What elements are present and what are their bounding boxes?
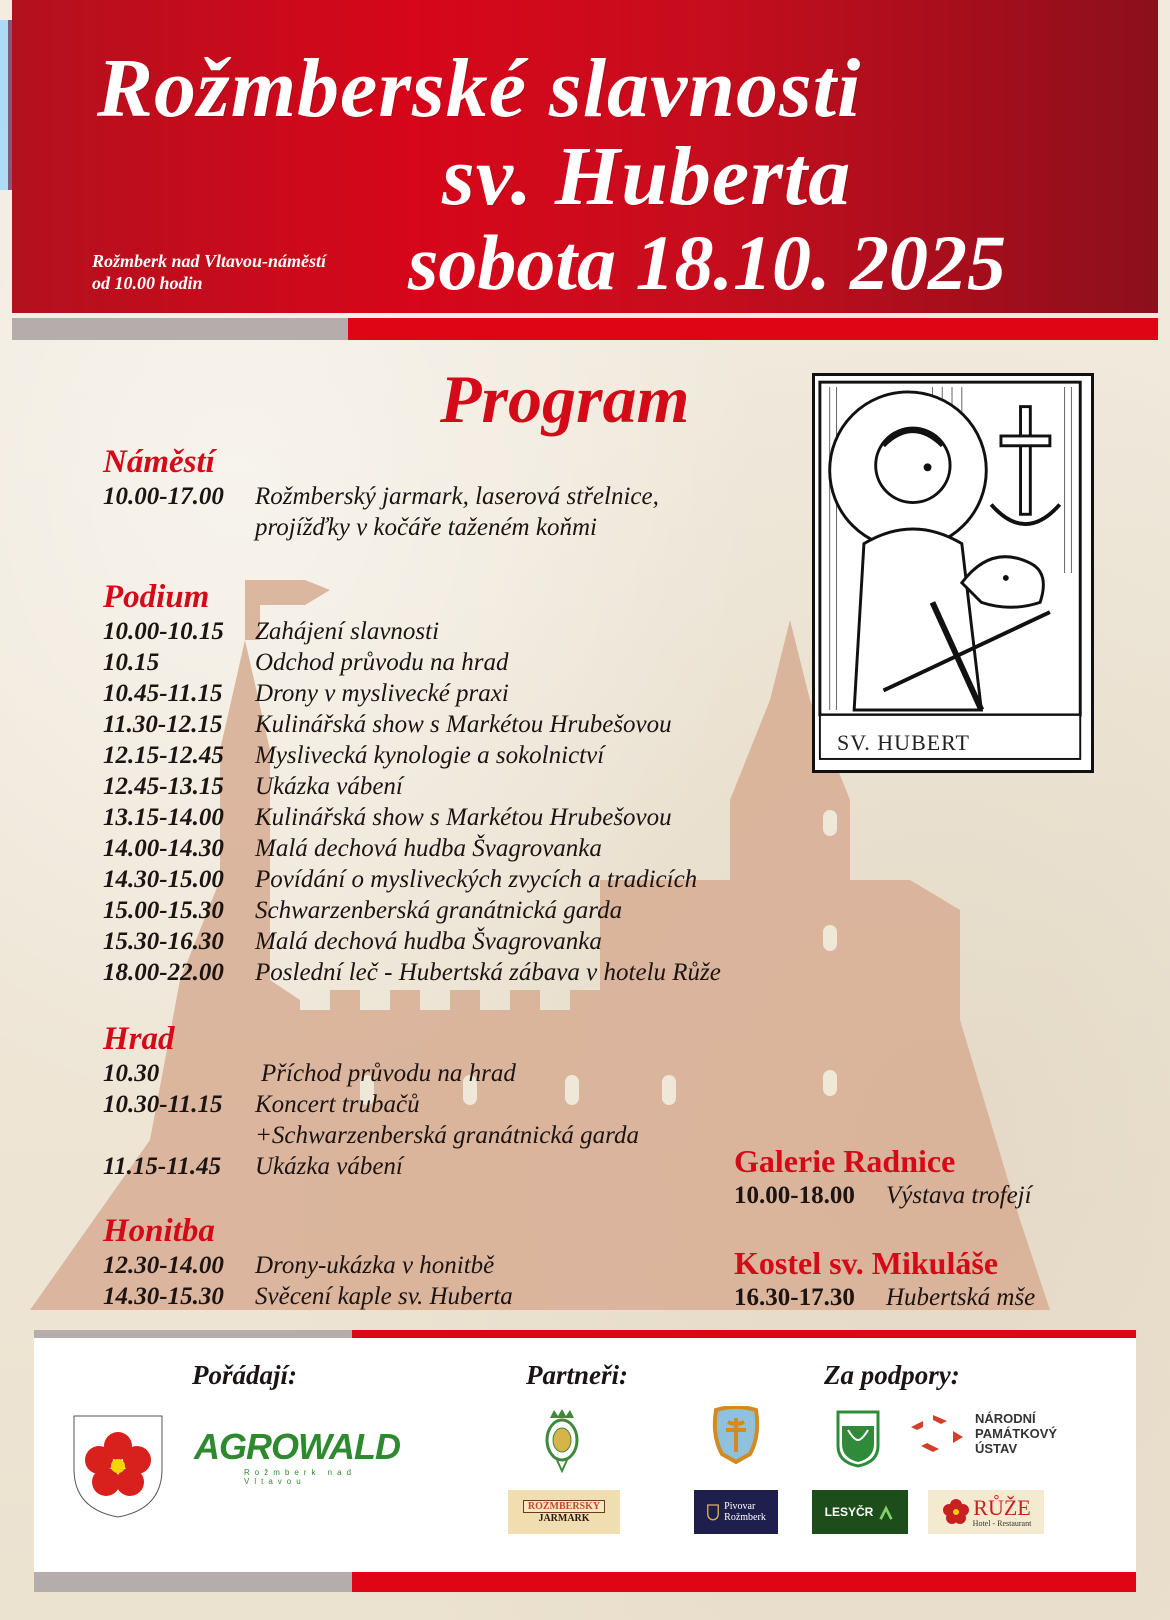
npu-logo: NÁRODNÍ PAMÁTKOVÝ ÚSTAV	[909, 1408, 1059, 1458]
section-heading: Honitba	[103, 1213, 215, 1249]
schedule-row: 10.30-11.15 Koncert trubačů	[103, 1091, 420, 1118]
section-honitba	[103, 1212, 513, 1312]
partners-label: Partneři:	[526, 1360, 629, 1390]
schedule-row: 10.00-10.15 Zahájení slavnosti	[103, 618, 440, 645]
schedule-row: 11.30-12.15 Kulinářská show s Markétou Hrubešovou	[103, 711, 672, 738]
hunting-union-logo	[834, 1406, 882, 1468]
image-caption: SV. HUBERT	[837, 730, 970, 755]
schedule-row: 14.30-15.00 Povídání o mysliveckých zvycích a tradicích	[103, 866, 698, 893]
schedule-row: 15.00-15.30 Schwarzenberská granátnická garda	[103, 897, 623, 924]
schedule-row: 12.15-12.45 Myslivecká kynologie a sokolnictví	[103, 742, 605, 769]
sponsors-bottom-divider	[34, 1572, 1136, 1592]
lesy-cr-logo: LESYČR	[812, 1490, 908, 1534]
section-hrad	[103, 1020, 639, 1182]
saint-hubert-woodcut	[812, 373, 1094, 773]
blue-shield-logo	[710, 1406, 762, 1466]
poster-header	[12, 0, 1158, 313]
support-label: Za podpory:	[824, 1360, 960, 1390]
section-heading: Podium	[103, 579, 210, 615]
schedule-row: 10.15 Odchod průvodu na hrad	[103, 649, 509, 676]
title-line-1: Rožmberské slavnosti	[97, 42, 862, 135]
schedule-row: 13.15-14.00 Kulinářská show s Markétou Hrubešovou	[103, 804, 672, 831]
section-heading: Kostel sv. Mikuláše	[734, 1245, 999, 1281]
section-kostel	[734, 1244, 1035, 1313]
venue-line-1: Rožmberk nad Vltavou-náměstí	[92, 251, 327, 271]
rozmbersky-jarmark-logo: ROŽMBERSKÝ JARMARK	[508, 1490, 620, 1534]
program-title: Program	[440, 361, 690, 437]
section-heading: Náměstí	[103, 444, 215, 480]
venue-line-2: od 10.00 hodin	[92, 273, 203, 293]
schedule-row: 10.45-11.15 Drony v myslivecké praxi	[103, 680, 509, 707]
schedule-row: projížďky v kočáře taženém koňmi	[255, 514, 597, 541]
schedule-row: 18.00-22.00 Poslední leč - Hubertská zábava v hotelu Růže	[103, 959, 721, 986]
sponsors-panel	[34, 1330, 1136, 1592]
section-galerie-radnice	[734, 1142, 1032, 1211]
schedule-row: 10.00-17.00 Rožmberský jarmark, laserová střelnice,	[103, 483, 659, 510]
schedule-row: +Schwarzenberská granátnická garda	[255, 1122, 639, 1149]
rozmberk-coat-of-arms-logo	[72, 1414, 164, 1519]
saint-hubert-illustration	[815, 376, 1091, 770]
section-namesti	[103, 443, 659, 543]
schedule-row: 14.30-15.30 Svěcení kaple sv. Huberta	[103, 1283, 513, 1310]
title-line-2: sv. Huberta	[442, 130, 852, 223]
schedule-row: 14.00-14.30 Malá dechová hudba Švagrovanka	[103, 835, 602, 862]
sponsors-top-divider	[34, 1330, 1136, 1338]
schedule-row: 10.00-18.00 Výstava trofejí	[734, 1182, 1032, 1209]
event-date: sobota 18.10. 2025	[408, 219, 1007, 306]
partner-crest-logo	[542, 1408, 582, 1473]
venue-info	[92, 250, 326, 294]
section-podium	[103, 578, 721, 988]
schedule-row: 12.30-14.00 Drony-ukázka v honitbě	[103, 1252, 495, 1279]
schedule-row: 16.30-17.30 Hubertská mše	[734, 1284, 1036, 1311]
schedule-row: 12.45-13.15 Ukázka vábení	[103, 773, 403, 800]
agrowald-logo: AGROWALD Rožmberk nad Vltavou	[194, 1426, 400, 1486]
organizers-label: Pořádají:	[192, 1360, 297, 1390]
section-heading: Hrad	[103, 1021, 175, 1057]
schedule-row: 15.30-16.30 Malá dechová hudba Švagrovanka	[103, 928, 602, 955]
pivovar-rozmberk-logo: Pivovar Rožmberk	[694, 1490, 778, 1534]
header-divider	[12, 318, 1158, 340]
section-heading: Galerie Radnice	[734, 1143, 956, 1179]
hotel-ruze-logo: RŮŽE Hotel - Restaurant	[928, 1490, 1044, 1534]
schedule-row: 11.15-11.45 Ukázka vábení	[103, 1153, 403, 1180]
schedule-row: 10.30 Příchod průvodu na hrad	[103, 1060, 516, 1087]
